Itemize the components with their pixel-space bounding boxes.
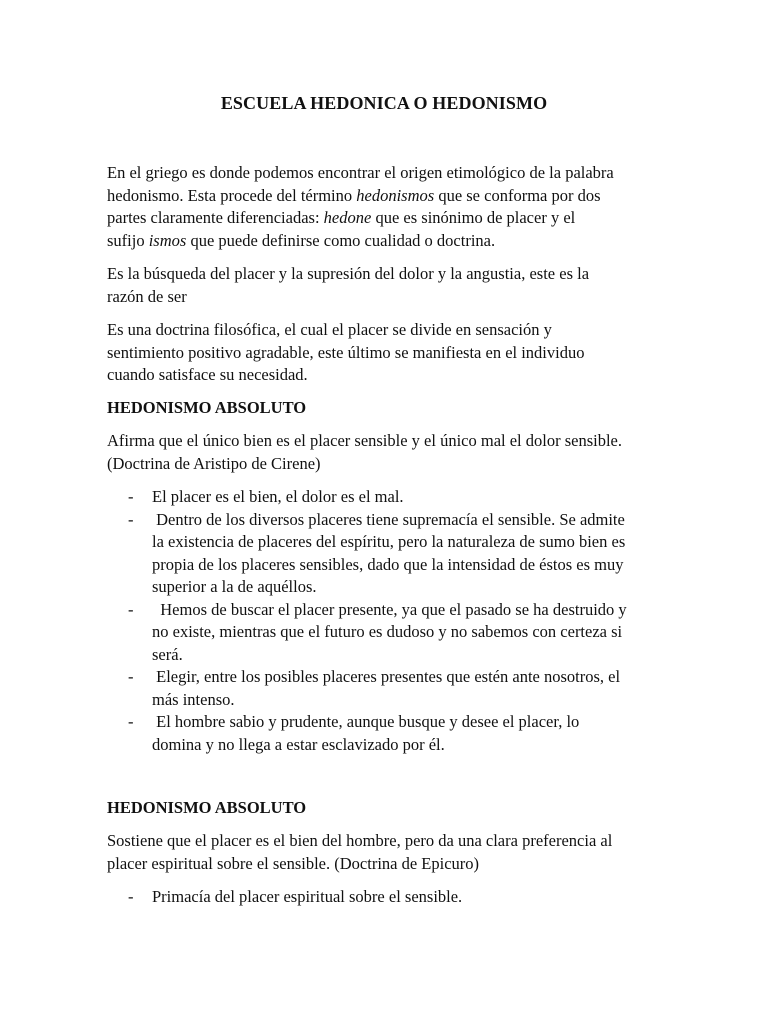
bullet-line: la existencia de placeres del espíritu, pero la naturaleza de sumo bien es bbox=[152, 532, 626, 551]
bullet-line: será. bbox=[152, 644, 183, 664]
section2-description bbox=[107, 830, 667, 875]
busqueda-line-1: Es la búsqueda del placer y la supresión del dolor y la angustia, este es la bbox=[107, 264, 590, 283]
list-item bbox=[107, 711, 667, 756]
section2-bullet-list bbox=[107, 886, 667, 909]
bullet-dash: - bbox=[128, 712, 134, 731]
intro-line-3-text-a: partes claramente diferenciadas: bbox=[107, 208, 324, 227]
bullet-dash: - bbox=[128, 509, 134, 529]
intro-line-1-text: En el griego es donde podemos encontrar el origen etimológico de la palabra bbox=[107, 163, 614, 182]
list-item bbox=[107, 666, 667, 711]
term-hedonismos: hedonismos bbox=[356, 185, 435, 205]
busqueda-line-2: razón de ser bbox=[107, 286, 187, 306]
term-ismos: ismos bbox=[148, 230, 187, 250]
bullet-line: no existe, mientras que el futuro es dudoso y no sabemos con certeza si bbox=[152, 622, 623, 641]
section-heading-absoluto-2: HEDONISMO ABSOLUTO bbox=[107, 798, 307, 817]
section1-bullet-list bbox=[107, 486, 667, 756]
bullet-dash: - bbox=[128, 599, 134, 619]
bullet-line: Hemos de buscar el placer presente, ya que el pasado se ha destruido y bbox=[152, 599, 627, 619]
bullet-line: domina y no llega a estar esclavizado por él. bbox=[152, 734, 445, 754]
list-item bbox=[107, 509, 667, 599]
document-title: ESCUELA HEDONICA O HEDONISMO bbox=[220, 93, 548, 113]
intro-line-3 bbox=[107, 207, 667, 230]
bullet-dash: - bbox=[128, 887, 134, 906]
section1-description bbox=[107, 430, 667, 475]
intro-paragraph bbox=[107, 162, 667, 252]
intro-line-4 bbox=[107, 230, 667, 253]
section-heading-absoluto-1: HEDONISMO ABSOLUTO bbox=[107, 398, 307, 417]
bullet-dash: - bbox=[128, 667, 134, 686]
section2-desc-line-2: placer espiritual sobre el sensible. (Doctrina de Epicuro) bbox=[107, 853, 480, 873]
bullet-line: Dentro de los diversos placeres tiene supremacía el sensible. Se admite bbox=[152, 509, 625, 529]
paragraph-busqueda bbox=[107, 263, 667, 308]
term-hedone: hedone bbox=[323, 208, 372, 227]
section1-desc-line-1: Afirma que el único bien es el placer sensible y el único mal el dolor sensible. bbox=[107, 431, 623, 450]
section1-desc-line-2: (Doctrina de Aristipo de Cirene) bbox=[107, 453, 321, 473]
list-item bbox=[107, 599, 667, 667]
bullet-line: El hombre sabio y prudente, aunque busque y desee el placer, lo bbox=[152, 712, 580, 731]
list-item bbox=[107, 886, 667, 909]
intro-line-1 bbox=[107, 162, 667, 185]
section2-desc-line-1: Sostiene que el placer es el bien del hombre, pero da una clara preferencia al bbox=[107, 831, 613, 850]
intro-line-2-text-b: que se conforma por dos bbox=[434, 185, 601, 205]
bullet-line: superior a la de aquéllos. bbox=[152, 577, 317, 596]
bullet-line: Elegir, entre los posibles placeres presentes que estén ante nosotros, el bbox=[152, 667, 621, 686]
list-item bbox=[107, 486, 667, 509]
intro-line-2-text-a: hedonismo. Esta procede del término bbox=[107, 185, 357, 205]
bullet-line: propia de los placeres sensibles, dado que la intensidad de éstos es muy bbox=[152, 554, 624, 574]
bullet-line: El placer es el bien, el dolor es el mal. bbox=[152, 487, 404, 506]
bullet-line: más intenso. bbox=[152, 689, 235, 709]
intro-line-3-text-b: que es sinónimo de placer y el bbox=[371, 208, 576, 227]
intro-line-4-text-b: que puede definirse como cualidad o doctrina. bbox=[186, 230, 496, 250]
doctrina-line-1: Es una doctrina filosófica, el cual el placer se divide en sensación y bbox=[107, 320, 552, 339]
intro-line-2 bbox=[107, 185, 667, 208]
bullet-line: Primacía del placer espiritual sobre el sensible. bbox=[152, 887, 463, 906]
intro-line-4-text-a: sufijo bbox=[107, 230, 149, 250]
doctrina-line-2: sentimiento positivo agradable, este último se manifiesta en el individuo bbox=[107, 342, 585, 362]
bullet-dash: - bbox=[128, 487, 134, 506]
paragraph-doctrina bbox=[107, 319, 667, 387]
doctrina-line-3: cuando satisface su necesidad. bbox=[107, 365, 308, 384]
